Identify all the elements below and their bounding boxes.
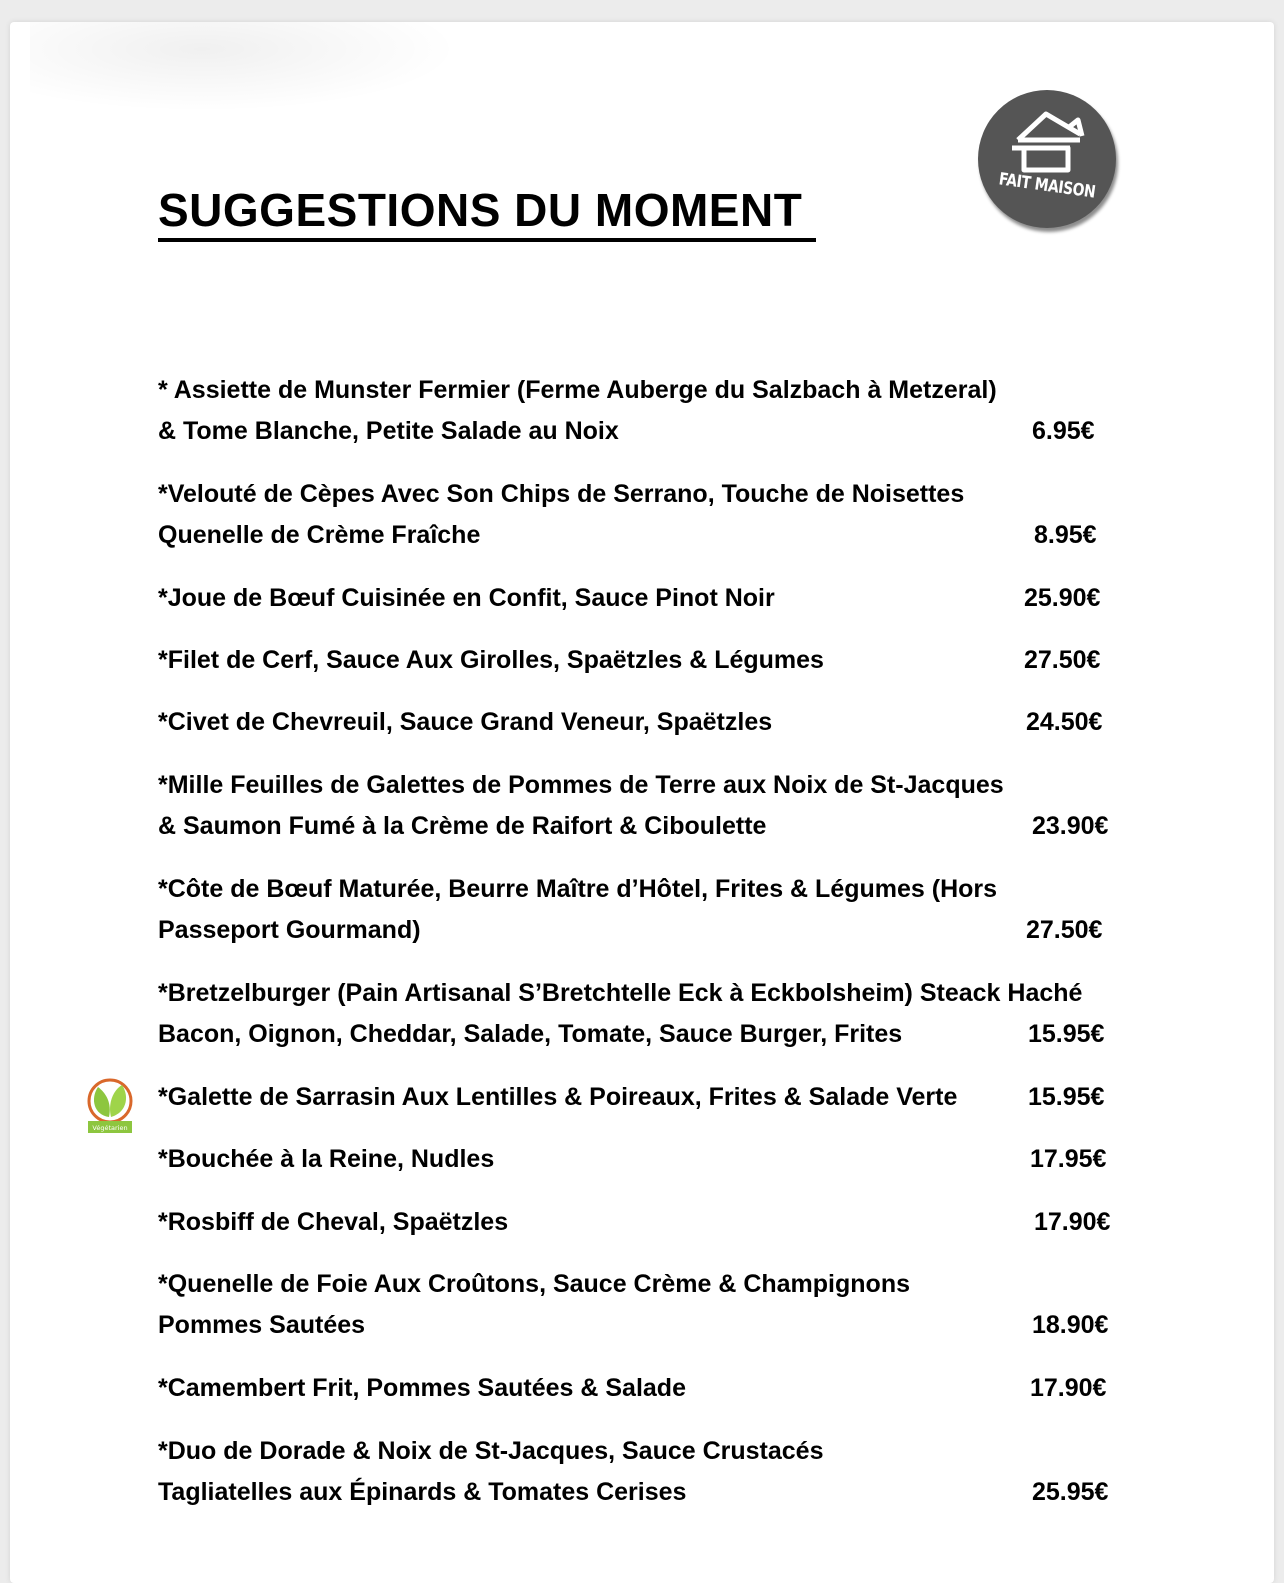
menu-item-price: 18.90€ bbox=[1032, 1311, 1109, 1339]
vegetarian-leaf-icon bbox=[82, 1077, 138, 1137]
menu-item-price: 24.50€ bbox=[1026, 708, 1103, 736]
menu-item-description: *Joue de Bœuf Cuisinée en Confit, Sauce Pinot Noir bbox=[158, 584, 775, 612]
menu-item-description: *Rosbiff de Cheval, Spaëtzles bbox=[158, 1208, 509, 1236]
menu-item-price: 6.95€ bbox=[1032, 417, 1095, 445]
menu-item-description: *Galette de Sarrasin Aux Lentilles & Poireaux, Frites & Salade Verte bbox=[158, 1083, 958, 1111]
menu-item-description: *Quenelle de Foie Aux Croûtons, Sauce Crème & Champignons bbox=[158, 1270, 910, 1298]
menu-item-description: & Tome Blanche, Petite Salade au Noix bbox=[158, 417, 619, 445]
menu-item-description: * Assiette de Munster Fermier (Ferme Auberge du Salzbach à Metzeral) bbox=[158, 376, 997, 404]
menu-item bbox=[158, 973, 1118, 1055]
menu-item bbox=[158, 1264, 1118, 1346]
menu-item bbox=[158, 1077, 1118, 1118]
menu-item bbox=[158, 578, 1118, 619]
badge-label: FAIT MAISON bbox=[997, 169, 1097, 203]
menu-item bbox=[158, 1139, 1118, 1180]
menu-item-description: *Civet de Chevreuil, Sauce Grand Veneur, Spaëtzles bbox=[158, 708, 773, 736]
fait-maison-badge bbox=[978, 90, 1116, 228]
menu-item-price: 17.90€ bbox=[1030, 1374, 1107, 1402]
menu-item-description: *Camembert Frit, Pommes Sautées & Salade bbox=[158, 1374, 686, 1402]
menu-item-description: *Bouchée à la Reine, Nudles bbox=[158, 1145, 495, 1173]
menu-item bbox=[158, 869, 1118, 951]
menu-item-description: Passeport Gourmand) bbox=[158, 916, 421, 944]
menu-item-price: 27.50€ bbox=[1026, 916, 1103, 944]
menu-item bbox=[158, 1368, 1118, 1409]
menu-item-description: Pommes Sautées bbox=[158, 1311, 366, 1339]
menu-item-description: *Velouté de Cèpes Avec Son Chips de Serrano, Touche de Noisettes bbox=[158, 480, 965, 508]
menu-item-price: 17.95€ bbox=[1030, 1145, 1107, 1173]
menu-item-description: *Côte de Bœuf Maturée, Beurre Maître d’Hôtel, Frites & Légumes (Hors bbox=[158, 875, 998, 903]
menu-item bbox=[158, 370, 1118, 452]
house-icon bbox=[978, 90, 1116, 228]
menu-item bbox=[158, 765, 1118, 847]
menu-item-price: 25.90€ bbox=[1024, 584, 1101, 612]
menu-item-description: *Filet de Cerf, Sauce Aux Girolles, Spaëtzles & Légumes bbox=[158, 646, 824, 674]
menu-item bbox=[158, 702, 1118, 743]
menu-item bbox=[158, 1431, 1118, 1513]
menu-item-price: 25.95€ bbox=[1032, 1478, 1109, 1506]
menu-item-description: Quenelle de Crème Fraîche bbox=[158, 521, 481, 549]
menu-item-description: *Duo de Dorade & Noix de St-Jacques, Sauce Crustacés bbox=[158, 1437, 824, 1465]
menu-item-price: 15.95€ bbox=[1028, 1083, 1105, 1111]
menu-item-description: *Mille Feuilles de Galettes de Pommes de Terre aux Noix de St-Jacques bbox=[158, 771, 1004, 799]
menu-item bbox=[158, 474, 1118, 556]
menu-item-description: & Saumon Fumé à la Crème de Raifort & Ciboulette bbox=[158, 812, 767, 840]
menu-item bbox=[158, 640, 1118, 681]
vegetarian-label: Végétarien bbox=[92, 1124, 128, 1132]
menu-item-price: 8.95€ bbox=[1034, 521, 1097, 549]
menu-item bbox=[158, 1202, 1118, 1243]
menu-page bbox=[10, 22, 1274, 1583]
page-title: SUGGESTIONS DU MOMENT bbox=[158, 182, 816, 242]
menu-item-price: 15.95€ bbox=[1028, 1020, 1105, 1048]
menu-item-description: Tagliatelles aux Épinards & Tomates Cerises bbox=[158, 1478, 687, 1506]
menu-item-description: *Bretzelburger (Pain Artisanal S’Bretchtelle Eck à Eckbolsheim) Steack Haché bbox=[158, 979, 1083, 1007]
menu-item-price: 27.50€ bbox=[1024, 646, 1101, 674]
menu-item-price: 23.90€ bbox=[1032, 812, 1109, 840]
photo-glare bbox=[30, 22, 460, 112]
menu-item-price: 17.90€ bbox=[1034, 1208, 1111, 1236]
menu-item-description: Bacon, Oignon, Cheddar, Salade, Tomate, Sauce Burger, Frites bbox=[158, 1020, 903, 1048]
